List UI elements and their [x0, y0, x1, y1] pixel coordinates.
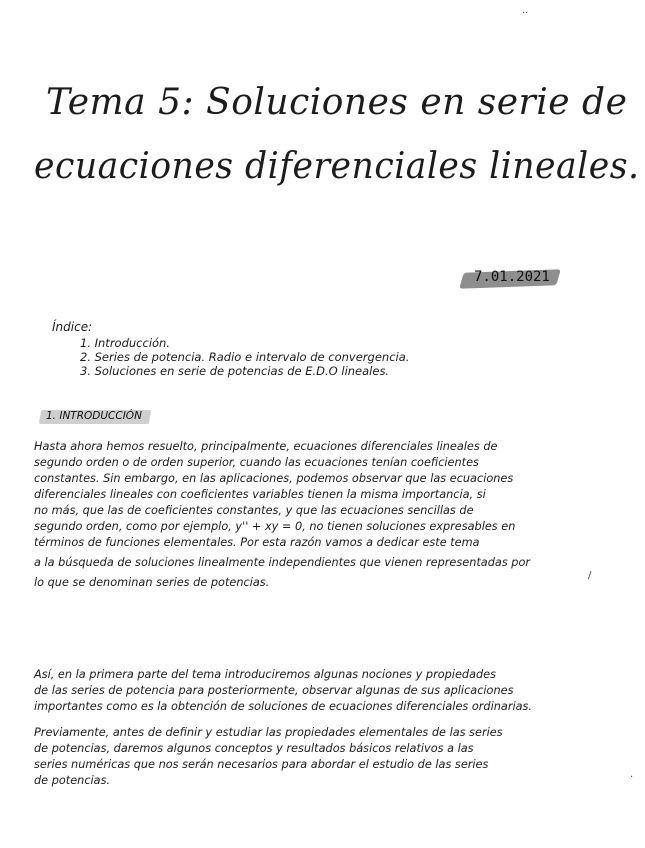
stray-mark: / [588, 570, 592, 581]
stray-mark: ·· [522, 8, 529, 19]
section-heading: 1. INTRODUCCIÓN [46, 410, 142, 422]
index-item: 1. Introducción. [80, 336, 170, 350]
index-item: 3. Soluciones en serie de potencias de E.D.O lineales. [80, 364, 390, 378]
title-line-1: Tema 5: Soluciones en serie de [46, 82, 628, 123]
paragraph1-line: no más, que las de coeficientes constantes, y que las ecuaciones sencillas de [34, 504, 474, 517]
paragraph1-line: Hasta ahora hemos resuelto, principalmente, ecuaciones diferenciales lineales de [34, 440, 498, 453]
paragraph1-line: a la búsqueda de soluciones linealmente independientes que vienen representadas por [34, 556, 531, 569]
paragraph1-line: términos de funciones elementales. Por esta razón vamos a dedicar este tema [34, 536, 480, 549]
paragraph1-line: constantes. Sin embargo, en las aplicaciones, podemos observar que las ecuaciones [34, 472, 514, 485]
paragraph1-line: diferenciales lineales con coeficientes variables tienen la misma importancia, si [34, 488, 486, 501]
paragraph2-line: Así, en la primera parte del tema introduciremos algunas nociones y propiedades [34, 668, 496, 681]
date-highlight [462, 266, 558, 292]
paragraph2-line: importantes como es la obtención de soluciones de ecuaciones diferenciales ordinarias. [34, 700, 533, 713]
paragraph1-line: lo que se denominan series de potencias. [34, 576, 270, 589]
date-text: 7.01.2021 [474, 269, 550, 285]
paragraph2-line: de las series de potencia para posteriormente, observar algunas de sus aplicaciones [34, 684, 514, 697]
section-heading-highlight [40, 408, 152, 426]
paragraph3-line: series numéricas que nos serán necesarios para abordar el estudio de las series [34, 758, 489, 771]
paragraph3-line: de potencias. [34, 774, 111, 787]
title-line-2: ecuaciones diferenciales lineales. [34, 146, 640, 187]
paragraph3-line: Previamente, antes de definir y estudiar las propiedades elementales de las series [34, 726, 503, 739]
stray-mark: · [630, 772, 634, 783]
paragraph3-line: de potencias, daremos algunos conceptos y resultados básicos relativos a las [34, 742, 474, 755]
paragraph1-line: segundo orden, como por ejemplo, y'' + xy = 0, no tienen soluciones expresables en [34, 520, 516, 533]
index-label: Índice: [52, 320, 93, 334]
paragraph1-line: segundo orden o de orden superior, cuando las ecuaciones tenían coeficientes [34, 456, 479, 469]
index-item: 2. Series de potencia. Radio e intervalo de convergencia. [80, 350, 410, 364]
